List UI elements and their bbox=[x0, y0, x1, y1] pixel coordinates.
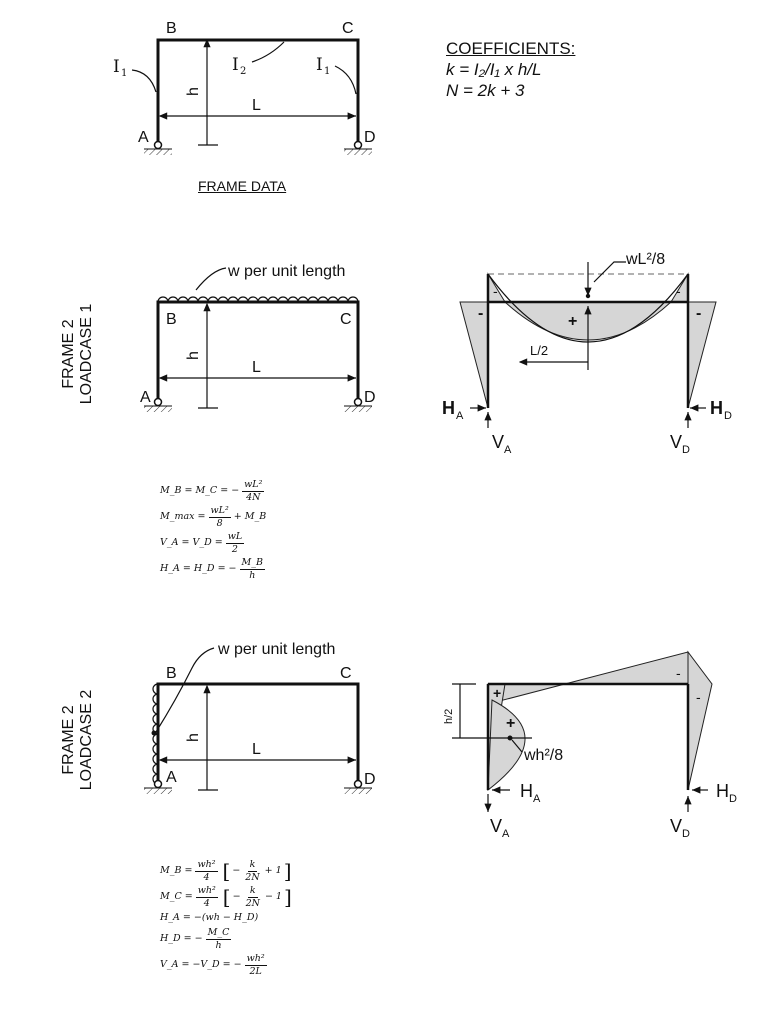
numerator: wh² bbox=[246, 952, 265, 964]
left-column-load-moment bbox=[488, 700, 525, 790]
denominator: h bbox=[249, 569, 256, 581]
formula-lhs: M_B = bbox=[160, 865, 193, 877]
denominator: h bbox=[215, 939, 222, 951]
formula-mb-mc bbox=[160, 478, 268, 504]
numerator: k bbox=[249, 884, 256, 896]
formula-ha-hd bbox=[160, 556, 268, 582]
height-label: h bbox=[185, 733, 202, 742]
ha-label: H bbox=[520, 781, 533, 801]
minus-sign-corner-c: - bbox=[676, 283, 681, 299]
bracket-open: [ bbox=[222, 859, 231, 883]
ha-label: H bbox=[442, 398, 455, 418]
half-height-label: h/2 bbox=[443, 708, 455, 724]
hd-label: H bbox=[710, 398, 723, 418]
node-c-label: C bbox=[342, 20, 354, 37]
fraction bbox=[242, 479, 264, 504]
formula-mmax bbox=[160, 504, 268, 530]
fraction bbox=[195, 859, 217, 884]
load-label: w per unit length bbox=[218, 641, 336, 658]
fraction bbox=[206, 927, 232, 952]
hd-label: H bbox=[716, 781, 729, 801]
beam-moment bbox=[488, 652, 688, 704]
loadcase2-side-label bbox=[60, 670, 96, 810]
loadcase2-moment-diagram bbox=[443, 652, 737, 840]
node-c-label: C bbox=[340, 311, 352, 328]
i1-right-label: I bbox=[316, 55, 323, 75]
numerator: wL² bbox=[244, 478, 263, 490]
bracket-close: ] bbox=[283, 859, 292, 883]
node-d-label: D bbox=[364, 389, 376, 406]
node-a-label: A bbox=[140, 389, 151, 406]
loadcase1-moment-diagram bbox=[442, 251, 732, 456]
node-d-label: D bbox=[364, 129, 376, 146]
height-label: h bbox=[185, 87, 202, 96]
formula-lhs: M_B = M_C = − bbox=[160, 485, 240, 497]
formula-va-vd bbox=[160, 530, 268, 556]
minus-sign-left: - bbox=[478, 305, 484, 322]
formula-rhs: + M_B bbox=[233, 511, 267, 523]
moment-value-label: wL²/8 bbox=[626, 251, 666, 268]
frame-data-title: FRAME DATA bbox=[198, 178, 287, 194]
right-column-moment bbox=[688, 652, 712, 790]
formula-tail: − 1 bbox=[264, 891, 282, 903]
denominator: 2N bbox=[245, 871, 260, 883]
loadcase1-frame-diagram bbox=[140, 263, 376, 412]
loadcase2-formulas bbox=[160, 858, 294, 978]
i2-label: I bbox=[232, 55, 239, 75]
half-span-label: L/2 bbox=[530, 343, 549, 358]
load-label: w per unit length bbox=[228, 263, 346, 280]
plus-sign: + bbox=[568, 313, 578, 330]
numerator: wL² bbox=[210, 504, 229, 516]
ha-subscript: A bbox=[456, 410, 464, 422]
formula-ha bbox=[160, 910, 294, 926]
node-c-label: C bbox=[340, 665, 352, 682]
vd-subscript: D bbox=[682, 444, 690, 456]
loadcase2-frame-diagram bbox=[144, 641, 376, 794]
formula-lhs: V_A = V_D = bbox=[160, 537, 223, 549]
height-label: h bbox=[185, 351, 202, 360]
side-label-case: LOADCASE 1 bbox=[78, 303, 95, 405]
side-label-frame: FRAME 2 bbox=[60, 705, 77, 775]
vd-label: V bbox=[670, 432, 683, 452]
span-label: L bbox=[252, 97, 261, 114]
pin-support-a bbox=[155, 399, 162, 406]
i1-left-subscript: 1 bbox=[121, 68, 128, 79]
pin-support-d bbox=[355, 399, 362, 406]
denominator: 2 bbox=[231, 543, 238, 555]
numerator: M_B bbox=[241, 556, 263, 568]
span-label: L bbox=[252, 741, 261, 758]
va-label: V bbox=[490, 816, 503, 836]
fraction bbox=[244, 885, 262, 910]
plus-sign-column: + bbox=[506, 715, 516, 732]
formula-lhs: V_A = −V_D = − bbox=[160, 959, 242, 971]
numerator: wh² bbox=[197, 884, 216, 896]
node-d-label: D bbox=[364, 771, 376, 788]
node-b-label: B bbox=[166, 665, 177, 682]
coefficient-n-formula: N = 2k + 3 bbox=[446, 81, 525, 100]
formula-text: H_A = −(wh − H_D) bbox=[160, 912, 259, 924]
node-b-label: B bbox=[166, 311, 177, 328]
formula-lhs: M_C = bbox=[160, 891, 193, 903]
loadcase1-formulas bbox=[160, 478, 268, 582]
formula-va-vd bbox=[160, 952, 294, 978]
right-column-moment bbox=[688, 302, 716, 408]
formula-mc bbox=[160, 884, 294, 910]
minus-sign: − bbox=[232, 891, 241, 903]
denominator: 2N bbox=[245, 897, 260, 909]
numerator: wh² bbox=[197, 858, 216, 870]
formula-lhs: H_D = − bbox=[160, 933, 203, 945]
node-a-label: A bbox=[138, 129, 149, 146]
coefficient-k-formula: k = I₂/I₁ x h/L bbox=[446, 60, 542, 79]
coefficients-heading: COEFFICIENTS: bbox=[446, 39, 576, 58]
node-b-label: B bbox=[166, 20, 177, 37]
fraction bbox=[196, 885, 218, 910]
left-column-moment bbox=[460, 302, 488, 408]
loadcase1-side-label bbox=[60, 284, 96, 424]
i2-subscript: 2 bbox=[240, 66, 247, 77]
i1-left-label: I bbox=[113, 57, 120, 77]
formula-lhs: M_max = bbox=[160, 511, 206, 523]
formula-lhs: H_A = H_D = − bbox=[160, 563, 237, 575]
pin-support-a bbox=[155, 781, 162, 788]
side-label-case: LOADCASE 2 bbox=[78, 689, 95, 791]
pin-support-d bbox=[355, 781, 362, 788]
denominator: 2L bbox=[249, 965, 262, 977]
formula-mb bbox=[160, 858, 294, 884]
denominator: 4 bbox=[203, 871, 210, 883]
minus-sign-right: - bbox=[696, 305, 702, 322]
denominator: 8 bbox=[216, 517, 223, 529]
bracket-open: [ bbox=[222, 885, 231, 909]
side-label-frame: FRAME 2 bbox=[60, 319, 77, 389]
denominator: 4 bbox=[203, 897, 210, 909]
frame-data-diagram bbox=[113, 20, 376, 155]
coefficients-block bbox=[446, 38, 575, 101]
bracket-close: ] bbox=[283, 885, 292, 909]
vd-label: V bbox=[670, 816, 683, 836]
hd-subscript: D bbox=[729, 793, 737, 805]
numerator: wL bbox=[227, 530, 243, 542]
minus-sign-corner-b: - bbox=[493, 283, 498, 299]
fraction bbox=[209, 505, 231, 530]
span-label: L bbox=[252, 359, 261, 376]
denominator: 4N bbox=[246, 491, 261, 503]
fraction bbox=[245, 953, 267, 978]
fraction bbox=[240, 557, 265, 582]
numerator: k bbox=[249, 858, 256, 870]
va-subscript: A bbox=[502, 828, 510, 840]
va-subscript: A bbox=[504, 444, 512, 456]
i1-right-subscript: 1 bbox=[324, 66, 331, 77]
pin-support-a bbox=[155, 142, 162, 149]
fraction bbox=[226, 531, 244, 556]
vd-subscript: D bbox=[682, 828, 690, 840]
minus-sign: − bbox=[232, 865, 241, 877]
formula-hd bbox=[160, 926, 294, 952]
minus-sign-column: - bbox=[696, 689, 701, 705]
minus-sign-beam: - bbox=[676, 665, 681, 681]
formula-tail: + 1 bbox=[264, 865, 282, 877]
node-a-label: A bbox=[166, 769, 177, 786]
fraction bbox=[243, 859, 261, 884]
pin-support-d bbox=[355, 142, 362, 149]
plus-sign-corner: + bbox=[493, 685, 502, 701]
ha-subscript: A bbox=[533, 793, 541, 805]
numerator: M_C bbox=[207, 926, 230, 938]
hd-subscript: D bbox=[724, 410, 732, 422]
va-label: V bbox=[492, 432, 505, 452]
moment-value-label: wh²/8 bbox=[524, 747, 564, 764]
